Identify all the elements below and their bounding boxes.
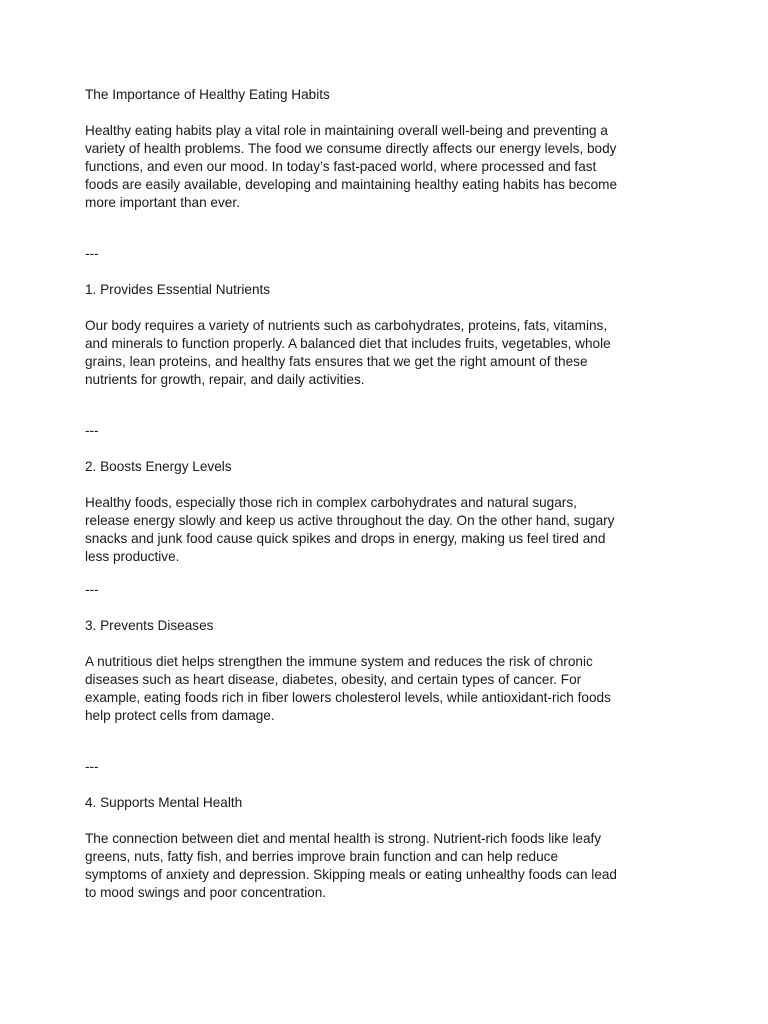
section-2-heading: 2. Boosts Energy Levels xyxy=(85,459,232,474)
section-4-body: The connection between diet and mental health is strong. Nutrient-rich foods like leafy greens, nuts, fatty fish, and berries improve brain function and can help reduce symptoms of anxiety and depression. Skipping meals or eating unhealthy foods can lead to mood swings and poor concentration. xyxy=(85,831,617,900)
section-3-body: A nutritious diet helps strengthen the immune system and reduces the risk of chronic diseases such as heart disease, diabetes, obesity, and certain types of cancer. For example, eating foods rich in fiber lowers cholesterol levels, while antioxidant-rich foods help protect cells from damage. xyxy=(85,654,611,723)
section-1-body: Our body requires a variety of nutrients such as carbohydrates, proteins, fats, vitamins, and minerals to function properly. A balanced diet that includes fruits, vegetables, whole grains, lean proteins, and healthy fats ensures that we get the right amount of these nutrients for growth, repair, and daily activities. xyxy=(85,318,611,387)
section-3-heading: 3. Prevents Diseases xyxy=(85,618,214,633)
section-1-heading: 1. Provides Essential Nutrients xyxy=(85,282,271,297)
section-4-heading: 4. Supports Mental Health xyxy=(85,795,243,810)
section-2-body: Healthy foods, especially those rich in complex carbohydrates and natural sugars, release energy slowly and keep us active throughout the day. On the other hand, sugary snacks and junk food cause quick spikes and drops in energy, making us feel tired and less productive. xyxy=(85,495,615,564)
separator-4: --- xyxy=(85,759,99,774)
separator-1: --- xyxy=(85,246,99,261)
document-title: The Importance of Healthy Eating Habits xyxy=(85,87,330,102)
separator-2: --- xyxy=(85,423,99,438)
intro-paragraph: Healthy eating habits play a vital role in maintaining overall well-being and preventing a variety of health problems. The food we consume directly affects our energy levels, body functions, and even our mood. In today’s fast-paced world, where processed and fast foods are easily available, developing and maintaining healthy eating habits has become more important than ever. xyxy=(85,123,618,210)
separator-3: --- xyxy=(85,582,99,597)
